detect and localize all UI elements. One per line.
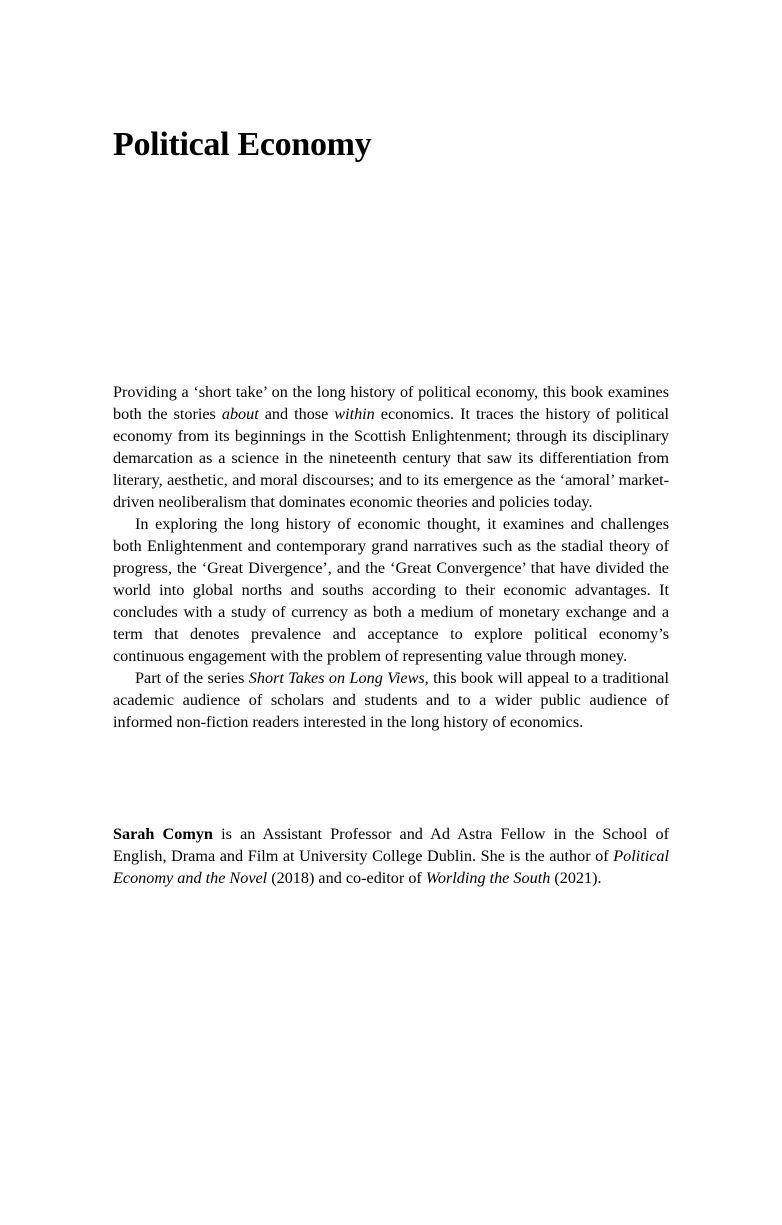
book-title-2: Worlding the South: [425, 869, 551, 887]
p1-text-c: economics. It traces the history of political economy from its beginnings in the Scottish Enlightenment; through its disciplinary demarcation as a science in the nineteenth century that saw its differentiation from literary, aesthetic, and moral discourses; and to its emergence as the ‘amoral’ market-driven neoliberalism that dominates economic theories and policies today.: [113, 405, 670, 511]
p1-text-a: Providing a ‘short take’ on the long history of political economy, this book examines both the stories: [113, 383, 669, 423]
p1-italic-about: about: [221, 405, 259, 423]
author-bio: [113, 823, 669, 889]
description-paragraph-3: [113, 667, 669, 733]
book-description: [113, 381, 669, 733]
book-title-1: Political Economy and the Novel: [113, 847, 669, 887]
series-title: Short Takes on Long Views: [248, 669, 425, 687]
bio-text-c: (2021).: [550, 869, 602, 887]
description-paragraph-2: In exploring the long history of economic thought, it examines and challenges both Enlightenment and contemporary grand narratives such as the stadial theory of progress, the ‘Great Divergence’, and the ‘Great Convergence’ that have divided the world into global norths and souths according to their economic advantages. It concludes with a study of currency as both a medium of monetary exchange and a term that denotes prevalence and acceptance to explore political economy’s continuous engagement with the problem of representing value through money.: [113, 515, 669, 665]
p1-italic-within: within: [334, 405, 375, 423]
p3-text-a: Part of the series: [135, 669, 249, 687]
description-paragraph-1: [113, 381, 669, 513]
p1-text-b: and those: [258, 405, 335, 423]
author-name: Sarah Comyn: [113, 825, 213, 843]
bio-text-b: (2018) and co-editor of: [267, 869, 426, 887]
page-title: Political Economy: [113, 126, 372, 163]
bio-text-a: is an Assistant Professor and Ad Astra Fellow in the School of English, Drama and Film at University College Dublin. She is the author of: [113, 825, 670, 865]
p3-text-b: , this book will appeal to a traditional academic audience of scholars and students and to a wider public audience of informed non-fiction readers interested in the long history of economics.: [113, 669, 669, 731]
